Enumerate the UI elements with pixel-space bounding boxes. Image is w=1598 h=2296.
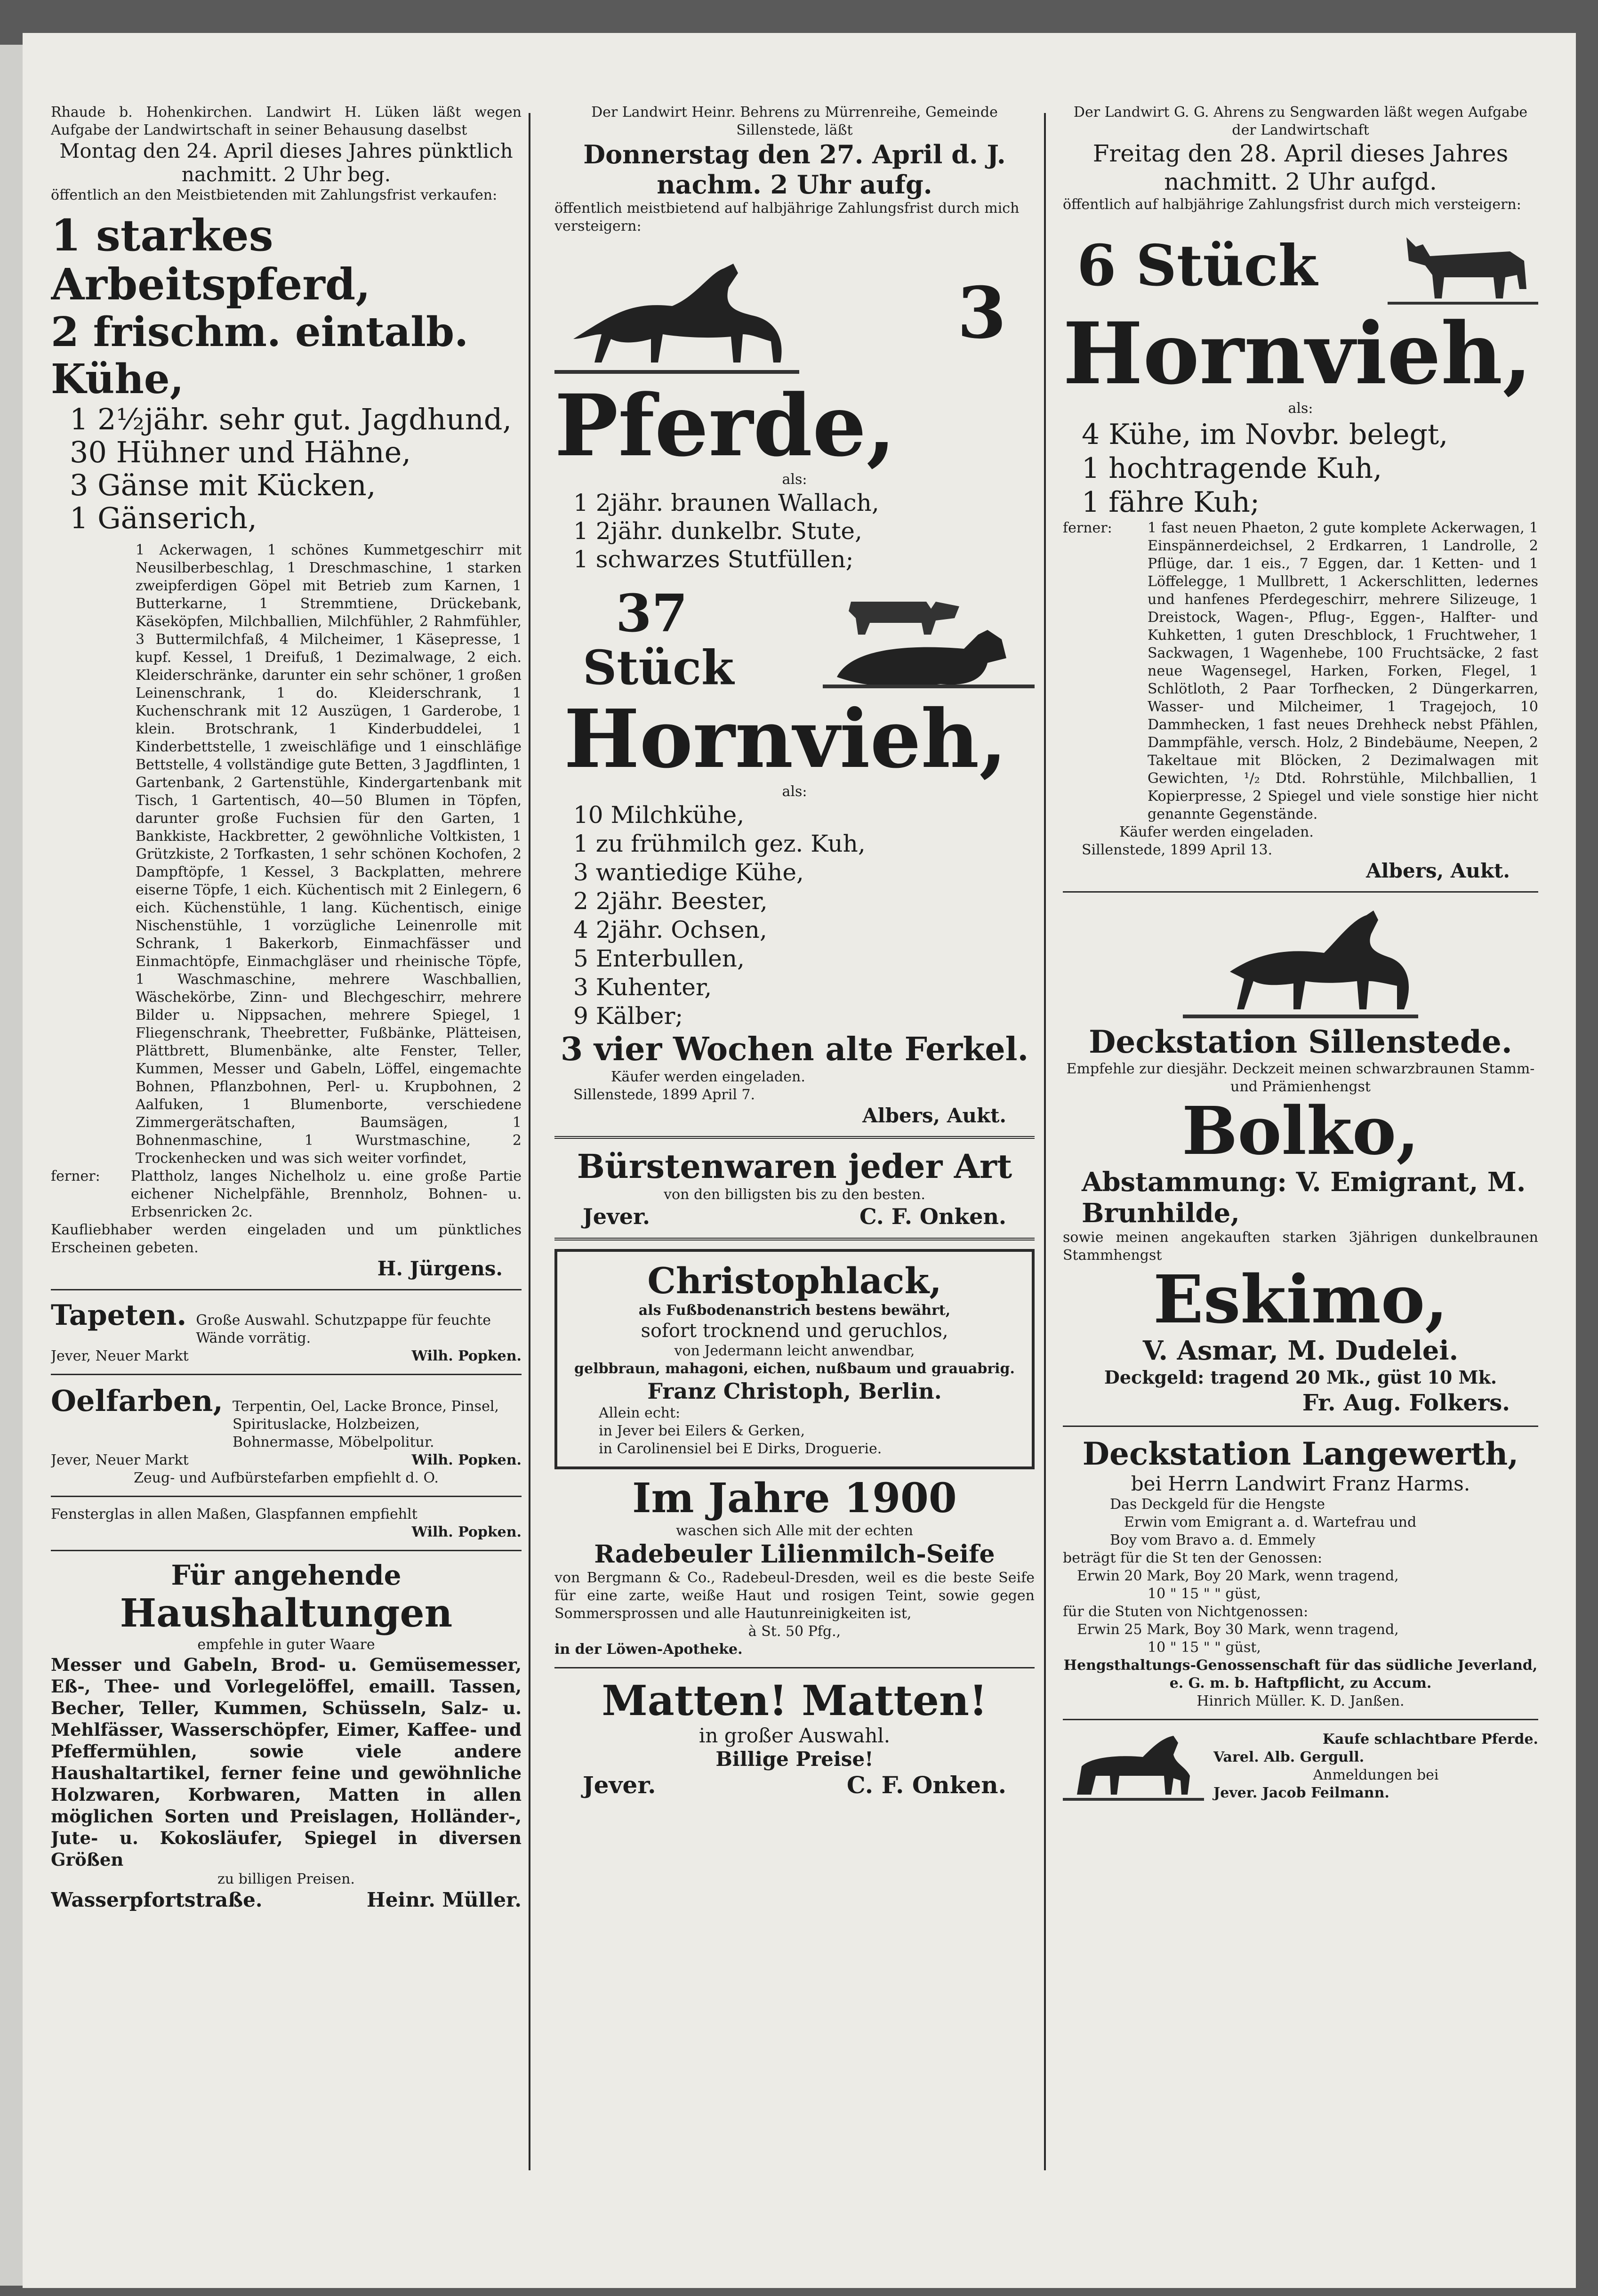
- ad-deckstation-langewerth: [1063, 1435, 1538, 1710]
- ad-pferdekauf: [1063, 1729, 1538, 1804]
- ad-line: Kaufe schlachtbare Pferde.: [1322, 1731, 1538, 1748]
- ferkel-line: 3 vier Wochen alte Ferkel.: [560, 1031, 1029, 1068]
- auction-terms: öffentlich meistbietend auf halbjährige Zahlungsfrist durch mich versteigern:: [554, 200, 1020, 234]
- ad-body: Messer und Gabeln, Brod- u. Gemüsemesser, Eß-, Thee- und Vorlegelöffel, emaill. Tassen, Becher, Teller, Kummen, Schüsseln, Salz- u. Mehlfässer, Wasserschöpfer, Eimer, Kaffee- und Pfeffermühlen, sowie viele andere Haushaltartikel, ferner feine und gewöhnliche Holzwaren, Korbwaren, Matten in allen möglichen Sorten und Preislagen, Holländer-, Jute- u. Kokosläufer, Spiegel in diversen Größen: [51, 1654, 522, 1870]
- ad-line: 10 " 15 " " güst,: [1148, 1586, 1261, 1602]
- als-label: als:: [782, 471, 807, 488]
- list-item: 1 hochtragende Kuh,: [1082, 452, 1382, 485]
- list-item: 3 Kuhenter,: [573, 974, 712, 1001]
- ad-christophlack: [554, 1249, 1035, 1469]
- auction-intro: Der Landwirt G. G. Ahrens zu Sengwarden läßt wegen Aufgabe der Landwirtschaft: [1073, 104, 1528, 138]
- ad-line: als Fußbodenanstrich bestens bewährt,: [638, 1302, 951, 1319]
- ad-sub: empfehle in guter Waare: [197, 1636, 375, 1653]
- ad-text: sowie meinen angekauften starken 3jährigen dunkelbraunen Stammhengst: [1063, 1229, 1538, 1264]
- hornvieh-heading: Hornvieh,: [564, 692, 1007, 786]
- ad-place: Jever.: [583, 1771, 656, 1799]
- auction-intro: Der Landwirt Heinr. Behrens zu Mürrenreihe, Gemeinde Sillenstede, läßt: [591, 104, 998, 138]
- ad-place: Jever, Neuer Markt: [51, 1348, 189, 1364]
- ad-extra: Zeug- und Aufbürstefarben empfiehlt d. O.: [134, 1470, 439, 1486]
- divider: [554, 1238, 1035, 1241]
- column-3: [1063, 104, 1538, 2232]
- ad-haushaltungen: [51, 1560, 522, 1911]
- divider: [51, 1550, 522, 1551]
- cattle-list: [1063, 418, 1538, 519]
- ad-sub: waschen sich Alle mit der echten: [676, 1523, 913, 1539]
- auction-date: Donnerstag den 27. April d. J. nachm. 2 Uhr aufg.: [583, 139, 1006, 200]
- auction-signature: Albers, Aukt.: [1366, 859, 1510, 882]
- ad-text: Empfehle zur diesjähr. Deckzeit meinen schwarzbraunen Stamm- und Prämienhengst: [1066, 1061, 1535, 1095]
- auction-terms: öffentlich an den Meistbietenden mit Zahlungsfrist verkaufen:: [51, 187, 498, 203]
- als-label: als:: [782, 783, 807, 800]
- ad-line: beträgt für die St ten der Genossen:: [1063, 1550, 1323, 1566]
- horse-illustration: [1183, 901, 1418, 1023]
- ferner-text: Plattholz, langes Nichelholz u. eine große Partie eichener Nichelpfähle, Brennholz, Bohnen- u. Erbsenricken 2c.: [131, 1168, 522, 1220]
- list-item: 1 starkes Arbeitspferd,: [51, 210, 371, 310]
- auction-items: [51, 211, 522, 535]
- ad-line: in Carolinensiel bei E Dirks, Droguerie.: [599, 1441, 882, 1457]
- newspaper-page: [23, 33, 1576, 2288]
- ad-line: Erwin vom Emigrant a. d. Wartefrau und: [1124, 1514, 1417, 1531]
- ad-text: Terpentin, Oel, Lacke Bronce, Pinsel, Spirituslacke, Holzbeizen, Bohnermasse, Möbelpolitur.: [232, 1398, 499, 1450]
- auction-date: Montag den 24. April dieses Jahres pünktlich nachmitt. 2 Uhr beg.: [59, 139, 513, 186]
- column-rule: [529, 113, 530, 2170]
- divider: [51, 1496, 522, 1497]
- pedigree: Abstammung: V. Emigrant, M. Brunhilde,: [1082, 1167, 1526, 1229]
- scan-left-margin: [0, 45, 23, 2286]
- ad-title: Deckstation Sillenstede.: [1089, 1023, 1512, 1060]
- ad-place: in der Löwen-Apotheke.: [554, 1641, 743, 1658]
- ad-deckstation-sillenstede: [1063, 901, 1538, 1417]
- list-item: 1 zu frühmilch gez. Kuh,: [573, 830, 866, 857]
- ad-title: Bürstenwaren jeder Art: [577, 1147, 1012, 1186]
- ad-price: à St. 50 Pfg.,: [748, 1623, 841, 1640]
- ad-line: Erwin 20 Mark, Boy 20 Mark, wenn tragend,: [1077, 1568, 1399, 1584]
- list-item: 1 schwarzes Stutfüllen;: [573, 546, 854, 573]
- ad-line: sofort trocknend und geruchlos,: [641, 1320, 948, 1342]
- list-item: 9 Kälber;: [573, 1002, 683, 1030]
- horse-count: 3: [957, 272, 1006, 354]
- ad-line: 10 " 15 " " güst,: [1148, 1639, 1261, 1656]
- auction-ferner: [1063, 519, 1538, 823]
- ad-line: Jever. Jacob Feilmann.: [1213, 1785, 1389, 1801]
- auction-ferner: [51, 1168, 522, 1221]
- stud-fee: Deckgeld: tragend 20 Mk., güst 10 Mk.: [1104, 1367, 1497, 1388]
- ad-line: Erwin 25 Mark, Boy 30 Mark, wenn tragend,: [1077, 1621, 1399, 1638]
- column-1: [51, 104, 522, 2232]
- ad-firm: Franz Christoph, Berlin.: [647, 1378, 942, 1404]
- ad-price: zu billigen Preisen.: [217, 1871, 355, 1887]
- ad-buerstenwaren: [554, 1147, 1035, 1229]
- cattle-illustration: [823, 583, 1035, 696]
- auction-closing: Kaufliebhaber werden eingeladen und um pünktliches Erscheinen gebeten.: [51, 1222, 522, 1256]
- auction-body: 1 Ackerwagen, 1 schönes Kummetgeschirr mit Neusilberbeschlag, 1 Dreschmaschine, 1 starken zweipferdigen Göpel mit Betrieb zum Karnen, 1 Butterkarne, 1 Stremmtiene, Drückebank, Käseköpfen, Milchballien, Milchfühler, 2 Rahmfühler, 3 Buttermilchfaß, 4 Milcheimer, 1 Käsepresse, 1 kupf. Kessel, 1 Dreifuß, 1 Dezimalwage, 2 eich. Kleiderschränke, darunter ein sehr schöner, 1 großen Leinenschrank, 1 do. Kleiderschrank, 1 Kuchenschrank mit 12 Auszügen, 1 Garderobe, 1 klein. Brotschrank, 1 Kinderbuddelei, 1 Kinderbettstelle, 1 zweischläfige und 1 einschläfige Bettstelle, 4 vollständige gute Betten, 3 Jagdflinten, 1 Gartenbank, 2 Gartenstühle, Kindergartenbank mit Tisch, 1 Gartentisch, 40—50 Blumen in Töpfen, darunter große Fuchsien für den Garten, 1 Bankkiste, Hackbretter, 2 gewöhnliche Voltkisten, 1 Grützkiste, 2 Torfkasten, 1 sehr schönen Kochofen, 2 Dampftöpfe, 1 Kessel, 3 Backplatten, mehrere eiserne Töpfe, 1 eich. Küchentisch mit 2 Einlegern, 6 eich. Küchenstühle, 1 lang. Küchentisch, einige Nischenstühle, 1 vorzügliche Leinenrolle mit Schrank, 1 Bakerkorb, Einmachfässer und Einmachtöpfe, Einmachgläser und rheinische Töpfe, 1 Waschmaschine, mehrere Waschballien, Wäschekörbe, Zinn- und Blechgeschirr, mehrere Bilder u. Nippsachen, mehrere Spiegel, 1 Fliegenschrank, Theebretter, Fußbänke, Plätteisen, Plättbrett, Blumenbänke, alte Fenster, Teller, Kummen, Messer und Gabeln, Löffel, eingemachte Bohnen, Pflanzbohnen, Perl- u. Krupbohnen, 2 Aalfuken, 1 Blumenborte, verschiedene Zimmergerätschaften, Baumsägen, 1 Bohnenmaschine, 1 Wurstmaschine, 2 Trockenhecken und was sich weiter vorfindet,: [136, 542, 522, 1167]
- ad-line: von Jedermann leicht anwendbar,: [674, 1343, 915, 1359]
- auction-signature: Albers, Aukt.: [862, 1104, 1006, 1127]
- ad-fensterglas: [51, 1506, 522, 1541]
- ferner-label: ferner:: [51, 1168, 100, 1184]
- ad-lilienmilch: [554, 1475, 1035, 1659]
- ad-title: Oelfarben,: [51, 1384, 223, 1418]
- list-item: 30 Hühner und Hähne,: [70, 435, 411, 469]
- list-item: 1 2jähr. dunkelbr. Stute,: [573, 517, 862, 545]
- ad-text: Große Auswahl. Schutzpappe für feuchte Wände vorrätig.: [196, 1312, 491, 1346]
- list-item: 3 Gänse mit Kücken,: [70, 468, 376, 502]
- ferner-label: ferner:: [1063, 520, 1112, 536]
- auction-intro: Rhaude b. Hohenkirchen. Landwirt H. Lüken läßt wegen Aufgabe der Landwirtschaft in seiner Behausung daselbst: [51, 104, 522, 138]
- pedigree: V. Asmar, M. Dudelei.: [1142, 1335, 1459, 1366]
- list-item: 2 frischm. eintalb. Kühe,: [51, 308, 469, 403]
- stallion-name: Bolko,: [1181, 1093, 1419, 1170]
- ad-signature: Fr. Aug. Folkers.: [1302, 1390, 1510, 1416]
- list-item: 10 Milchkühe,: [573, 801, 745, 829]
- ad-product: Radebeuler Lilienmilch-Seife: [594, 1540, 995, 1569]
- ad-text: Fensterglas in allen Maßen, Glaspfannen empfiehlt: [51, 1506, 418, 1523]
- ad-title: Tapeten.: [51, 1299, 187, 1332]
- ad-place: Wasserpfortstraße.: [51, 1888, 263, 1911]
- list-item: 1 Gänserich,: [70, 501, 257, 535]
- ad-line: für die Stuten von Nichtgenossen:: [1063, 1603, 1309, 1620]
- als-label: als:: [1288, 400, 1313, 417]
- auction-date: Freitag den 28. April dieses Jahres nachmitt. 2 Uhr aufgd.: [1092, 140, 1509, 195]
- ad-place: Jever, Neuer Markt: [51, 1452, 189, 1468]
- ad-line: Allein echt:: [599, 1405, 681, 1421]
- ad-body: von Bergmann & Co., Radebeul-Dresden, weil es die beste Seife für eine zarte, weiße Haut und rosigen Teint, sowie gegen Sommersprossen und alle Hautunreinigkeiten ist,: [554, 1570, 1035, 1622]
- column-2: [554, 104, 1035, 2232]
- column-rule: [1044, 113, 1046, 2170]
- stueck-label: Stück: [583, 640, 734, 695]
- ad-title: Matten! Matten!: [602, 1676, 988, 1725]
- ad-title-line1: Für angehende: [171, 1559, 402, 1591]
- hornvieh-heading: Hornvieh,: [1063, 304, 1532, 403]
- ad-signature: Wilh. Popken.: [411, 1524, 522, 1540]
- list-item: 4 Kühe, im Novbr. belegt,: [1082, 418, 1448, 451]
- divider: [554, 1667, 1035, 1668]
- list-item: 1 2½jähr. sehr gut. Jagdhund,: [70, 402, 512, 436]
- ad-matten: [554, 1677, 1035, 1799]
- ad-sub: bei Herrn Landwirt Franz Harms.: [1131, 1472, 1470, 1495]
- ad-line: Hengsthaltungs-Genossenschaft für das südliche Jeverland, e. G. m. b. Haftpflicht, zu Accum.: [1063, 1657, 1538, 1692]
- cow-illustration: [1388, 223, 1538, 308]
- ad-line: Anmeldungen bei: [1313, 1767, 1439, 1783]
- list-item: 5 Enterbullen,: [573, 945, 745, 972]
- ad-line: Das Deckgeld für die Hengste: [1110, 1496, 1325, 1513]
- auction-dateline: Sillenstede, 1899 April 13.: [1082, 842, 1273, 858]
- ad-title-line2: Haushaltungen: [120, 1591, 453, 1636]
- ad-tapeten: [51, 1299, 522, 1365]
- ad-line: Boy vom Bravo a. d. Emmely: [1110, 1532, 1316, 1548]
- cattle-count: 6 Stück: [1077, 232, 1317, 299]
- list-item: 1 2jähr. braunen Wallach,: [573, 489, 879, 516]
- ad-signature: Wilh. Popken.: [411, 1452, 522, 1468]
- cattle-count: 37: [616, 583, 688, 644]
- auction-signature: H. Jürgens.: [377, 1257, 503, 1280]
- ad-place: Jever.: [583, 1204, 650, 1229]
- ad-signature: Heinr. Müller.: [367, 1888, 522, 1911]
- divider: [554, 1136, 1035, 1139]
- horse-illustration: [1063, 1729, 1204, 1804]
- auction-terms: öffentlich auf halbjährige Zahlungsfrist durch mich versteigern:: [1063, 196, 1521, 213]
- auction-dateline: Sillenstede, 1899 April 7.: [573, 1087, 755, 1103]
- ad-title: Im Jahre 1900: [632, 1474, 957, 1522]
- list-item: 2 2jähr. Beester,: [573, 887, 768, 915]
- horse-list: [554, 489, 1035, 573]
- stallion-name: Eskimo,: [1153, 1261, 1448, 1338]
- horse-illustration: [554, 245, 799, 381]
- divider: [1063, 1426, 1538, 1427]
- ad-price: Billige Preise!: [715, 1748, 874, 1771]
- divider: [51, 1374, 522, 1375]
- ferner-text: 1 fast neuen Phaeton, 2 gute komplete Ackerwagen, 1 Einspännerdeichsel, 2 Erdkarren, 1 Landrolle, 2 Pflüge, dar. 1 eis., 7 Eggen, dar. 1 Ketten- und 1 Löffelegge, 1 Mullbrett, 1 Ackerschlitten, ledernes und hanfenes Pferdegeschirr, mehrere Silizeuge, 1 Dreistock, Wagen-, Pflug-, Eggen-, Halfter- und Kuhketten, 1 guten Dreschblock, 1 Fruchtweher, 1 Sackwagen, 1 Wagenhebe, 100 Fruchtsäcke, 2 fast neue Wagensegel, Harken, Forken, Flegel, 1 Schlötloth, 2 Paar Torfhecken, 2 Düngerkarren, Wasser- und Milcheimer, 1 Tragejoch, 10 Dammhecken, 1 fast neues Drehheck nebst Pfählen, Dammpfähle, versch. Holz, 2 Bindebäume, Neepen, 2 Takeltaue mit Blöcken, 2 Dezimalwagen mit Gewichten, ¹/₂ Dtd. Rohrstühle, Milchballien, 1 Kopierpresse, 2 Spiegel und viele sonstige hier nicht genannte Gegenstände.: [1148, 520, 1538, 822]
- ad-signature: Hinrich Müller. K. D. Janßen.: [1196, 1693, 1405, 1709]
- auction-closing: Käufer werden eingeladen.: [1119, 824, 1314, 840]
- list-item: 1 fähre Kuh;: [1082, 486, 1260, 519]
- ad-signature: C. F. Onken.: [859, 1204, 1006, 1229]
- ad-line: Varel. Alb. Gergull.: [1213, 1749, 1365, 1765]
- divider: [1063, 1719, 1538, 1720]
- ad-oelfarben: [51, 1384, 522, 1487]
- ad-sub: von den billigsten bis zu den besten.: [664, 1186, 925, 1203]
- ad-line: gelbbraun, mahagoni, eichen, nußbaum und grauabrig.: [574, 1361, 1015, 1377]
- divider: [1063, 891, 1538, 893]
- ad-line: in Jever bei Eilers & Gerken,: [599, 1423, 805, 1439]
- cattle-list: [554, 801, 1035, 1031]
- ad-signature: C. F. Onken.: [846, 1771, 1006, 1799]
- ad-title: Christophlack,: [647, 1260, 942, 1302]
- ad-sub: in großer Auswahl.: [699, 1724, 891, 1747]
- ad-title: Deckstation Langewerth,: [1082, 1435, 1519, 1472]
- auction-closing: Käufer werden eingeladen.: [611, 1069, 805, 1085]
- ad-signature: Wilh. Popken.: [411, 1348, 522, 1364]
- list-item: 3 wantiedige Kühe,: [573, 859, 804, 886]
- divider: [51, 1289, 522, 1290]
- list-item: 4 2jähr. Ochsen,: [573, 916, 767, 943]
- horses-heading: Pferde,: [554, 376, 896, 475]
